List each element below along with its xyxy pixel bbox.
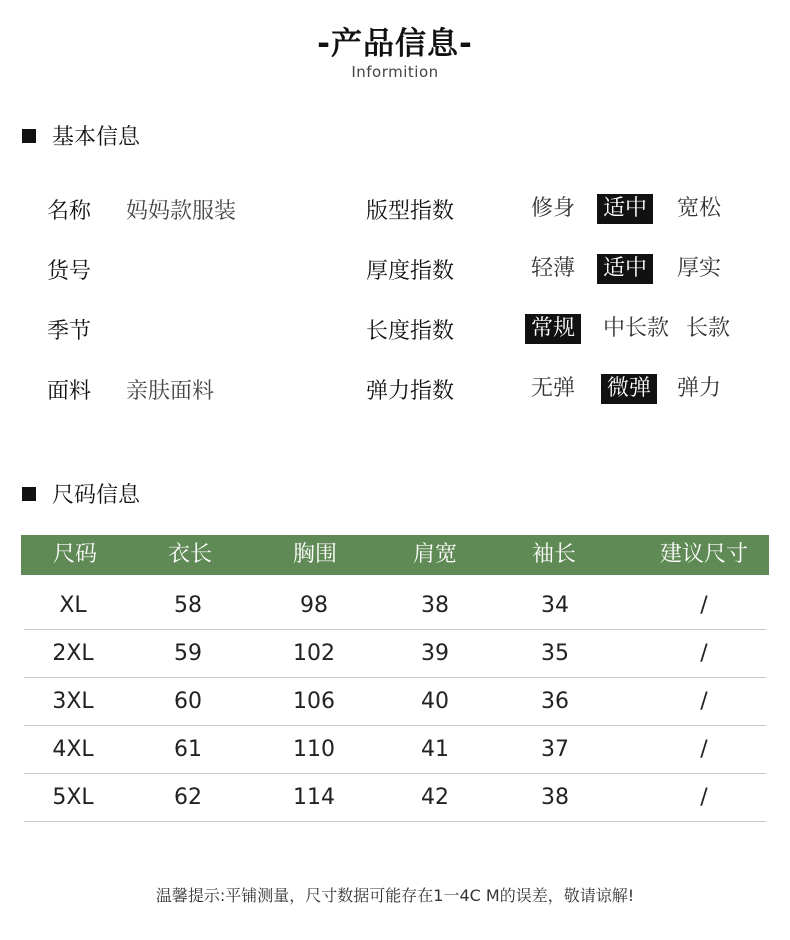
table-cell: XL bbox=[59, 593, 87, 618]
index-option-selected: 适中 bbox=[597, 254, 653, 284]
table-cell: 3XL bbox=[52, 689, 94, 714]
table-cell: 2XL bbox=[52, 641, 94, 666]
index-option-selected: 微弹 bbox=[601, 374, 657, 404]
info-label: 货号 bbox=[47, 259, 92, 284]
table-cell: 41 bbox=[421, 737, 449, 762]
index-label: 厚度指数 bbox=[366, 259, 455, 284]
table-row bbox=[24, 677, 766, 726]
index-option-selected: 常规 bbox=[525, 314, 581, 344]
index-option: 轻薄 bbox=[531, 256, 576, 281]
column-header: 尺码 bbox=[52, 542, 98, 567]
index-option: 厚实 bbox=[677, 256, 722, 281]
table-cell: 60 bbox=[174, 689, 202, 714]
info-label: 季节 bbox=[47, 319, 92, 344]
table-cell: / bbox=[700, 737, 708, 762]
info-label: 面料 bbox=[47, 379, 92, 404]
table-cell: 39 bbox=[421, 641, 449, 666]
table-cell: 102 bbox=[293, 641, 335, 666]
measurement-tip: 温馨提示:平铺测量，尺寸数据可能存在1一4C M的误差，敬请谅解! bbox=[155, 886, 635, 905]
index-option: 修身 bbox=[531, 196, 576, 221]
table-cell: / bbox=[700, 593, 708, 618]
table-cell: 5XL bbox=[52, 785, 94, 810]
table-cell: 38 bbox=[421, 593, 449, 618]
table-cell: 59 bbox=[174, 641, 202, 666]
table-cell: 62 bbox=[174, 785, 202, 810]
section-heading: 基本信息 bbox=[52, 125, 141, 150]
table-row bbox=[24, 629, 766, 678]
index-label: 长度指数 bbox=[366, 319, 455, 344]
index-option: 长款 bbox=[686, 316, 731, 341]
table-cell: 110 bbox=[293, 737, 335, 762]
table-cell: 34 bbox=[541, 593, 569, 618]
table-cell: 114 bbox=[293, 785, 335, 810]
square-bullet-icon bbox=[22, 487, 36, 501]
table-row bbox=[24, 725, 766, 774]
page-title: -产品信息- bbox=[317, 26, 473, 62]
square-bullet-icon bbox=[22, 129, 36, 143]
size-table-header bbox=[21, 535, 769, 575]
column-header: 建议尺寸 bbox=[659, 542, 749, 567]
table-cell: 37 bbox=[541, 737, 569, 762]
table-row bbox=[24, 773, 766, 822]
info-label: 名称 bbox=[47, 199, 92, 224]
table-cell: 58 bbox=[174, 593, 202, 618]
index-option-selected: 适中 bbox=[597, 194, 653, 224]
index-option: 弹力 bbox=[677, 376, 722, 401]
index-label: 弹力指数 bbox=[366, 379, 455, 404]
index-option: 中长款 bbox=[603, 316, 670, 341]
index-label: 版型指数 bbox=[366, 199, 455, 224]
section-size-info bbox=[22, 478, 140, 509]
table-cell: 98 bbox=[300, 593, 328, 618]
table-cell: 38 bbox=[541, 785, 569, 810]
index-option: 无弹 bbox=[531, 376, 576, 401]
section-basic-info bbox=[22, 120, 140, 151]
table-cell: 35 bbox=[541, 641, 569, 666]
table-row bbox=[24, 581, 766, 630]
index-option: 宽松 bbox=[677, 196, 722, 221]
info-value: 亲肤面料 bbox=[126, 379, 215, 404]
page-subtitle: Informition bbox=[351, 63, 439, 81]
info-value: 妈妈款服装 bbox=[126, 199, 237, 224]
table-cell: 40 bbox=[421, 689, 449, 714]
table-cell: / bbox=[700, 641, 708, 666]
table-cell: 36 bbox=[541, 689, 569, 714]
section-heading: 尺码信息 bbox=[52, 483, 141, 508]
table-cell: 61 bbox=[174, 737, 202, 762]
column-header: 胸围 bbox=[292, 542, 338, 567]
column-header: 肩宽 bbox=[412, 542, 458, 567]
table-cell: / bbox=[700, 785, 708, 810]
table-cell: 106 bbox=[293, 689, 335, 714]
table-cell: / bbox=[700, 689, 708, 714]
table-cell: 42 bbox=[421, 785, 449, 810]
table-cell: 4XL bbox=[52, 737, 94, 762]
column-header: 袖长 bbox=[531, 542, 577, 567]
column-header: 衣长 bbox=[167, 542, 213, 567]
